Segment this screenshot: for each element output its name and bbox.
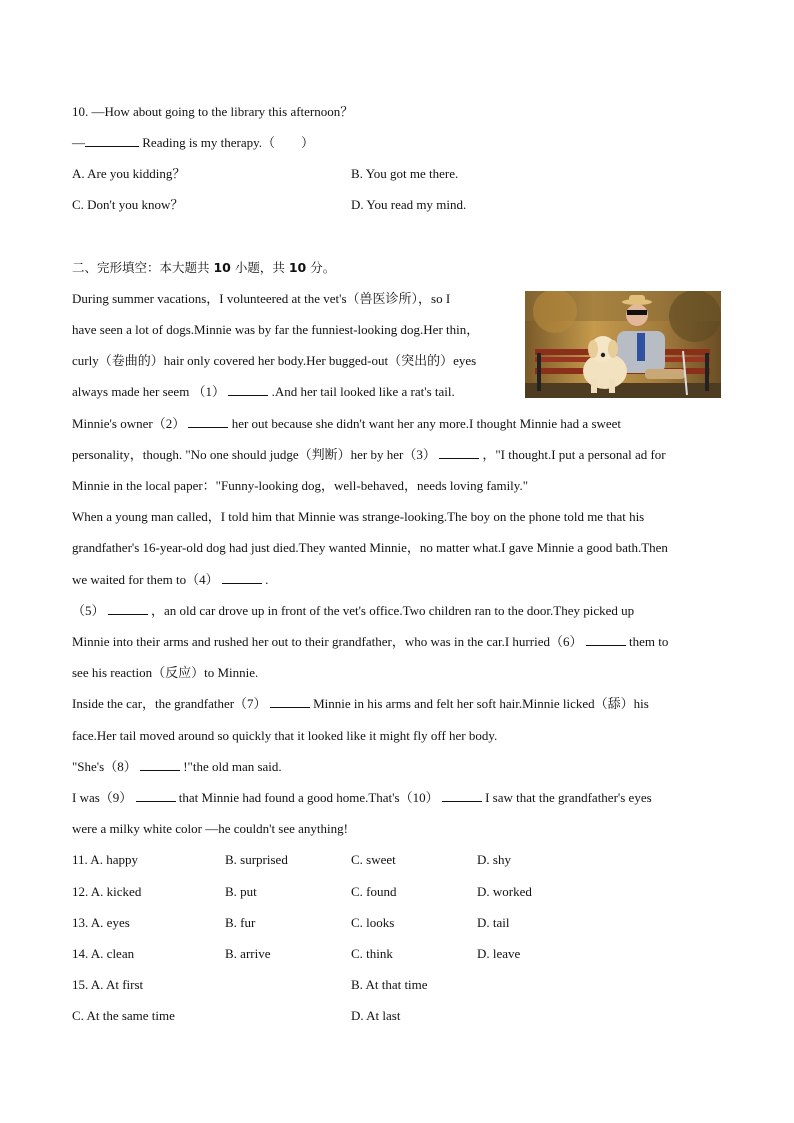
blank-8	[140, 758, 180, 771]
passage-text: .And her tail looked like a rat's tail.	[271, 384, 455, 399]
q11-option-c: C. sweet	[351, 852, 396, 867]
passage-text: （5）	[72, 603, 105, 618]
passage-line: During summer vacations，I volunteered at the vet's（兽医诊所），so I	[72, 291, 451, 306]
option-b: B. You got me there.	[351, 166, 459, 181]
q12-option-c: C. found	[351, 884, 397, 899]
blank-7	[270, 695, 310, 708]
q12-option-a: 12. A. kicked	[72, 884, 142, 899]
option-c: C. Don't you know？	[72, 197, 184, 212]
passage-line: curly（卷曲的）hair only covered her body.Her bugged-out（突出的）eyes	[72, 353, 477, 368]
option-a: A. Are you kidding？	[72, 166, 186, 181]
section-title-part: 小题，共	[230, 260, 289, 275]
q15-option-b: B. At that time	[351, 977, 428, 992]
photo-man-with-dog	[525, 291, 721, 398]
passage-line: face.Her tail moved around so quickly that it looked like it might fly off her body.	[72, 728, 498, 743]
blank-4	[222, 571, 262, 584]
passage-line: grandfather's 16-year-old dog had just died.They wanted Minnie，no matter what.I gave Minnie a good bath.Then	[72, 540, 668, 555]
passage-line	[72, 415, 621, 433]
q14-option-d: D. leave	[477, 946, 521, 961]
q13-option-c: C. looks	[351, 915, 395, 930]
passage-line	[72, 633, 668, 651]
passage-text: we waited for them to（4）	[72, 572, 219, 587]
passage-line	[72, 789, 652, 807]
q15-option-c: C. At the same time	[72, 1008, 175, 1023]
q11-option-a: 11. A. happy	[72, 852, 138, 867]
question-10-text: Reading is my therapy.（ ）	[139, 135, 314, 150]
q11-option-d: D. shy	[477, 852, 511, 867]
passage-text: them to	[628, 634, 669, 649]
q11-option-b: B. surprised	[225, 852, 288, 867]
passage-text: ，"I thought.I put a personal ad for	[482, 447, 666, 462]
passage-text: I was（9）	[72, 790, 133, 805]
blank-2	[188, 415, 228, 428]
q15-option-d: D. At last	[351, 1008, 401, 1023]
option-d: D. You read my mind.	[351, 197, 467, 212]
q14-option-c: C. think	[351, 946, 393, 961]
q13-option-a: 13. A. eyes	[72, 915, 130, 930]
passage-text: "She's（8）	[72, 759, 137, 774]
section-title-part: 二、完形填空：本大题共	[72, 260, 214, 275]
blank-6	[586, 633, 626, 646]
passage-line: were a milky white color —he couldn't see anything!	[72, 821, 348, 836]
q12-option-d: D. worked	[477, 884, 532, 899]
passage-line	[72, 571, 268, 589]
passage-line: see his reaction（反应）to Minnie.	[72, 665, 259, 680]
passage-text: Inside the car，the grandfather（7）	[72, 696, 267, 711]
blank-3	[439, 446, 479, 459]
answer-blank	[85, 134, 139, 147]
passage-text: ，an old car drove up in front of the vet's office.Two children ran to the door.They picked up	[151, 603, 635, 618]
dash: —	[72, 135, 85, 150]
passage-text: I saw that the grandfather's eyes	[485, 790, 652, 805]
passage-text: personality，though. "No one should judge（判断）her by her（3）	[72, 447, 436, 462]
blank-5	[108, 602, 148, 615]
passage-line	[72, 446, 666, 464]
passage-text: !"the old man said.	[183, 759, 282, 774]
passage-line: Minnie in the local paper："Funny-looking dog，well-behaved，needs loving family."	[72, 478, 529, 493]
q13-option-b: B. fur	[225, 915, 256, 930]
section-title-part: 分。	[306, 260, 336, 275]
passage-text: .	[265, 572, 269, 587]
question-10-stem: 10. —How about going to the library this afternoon？	[72, 104, 354, 119]
question-10-line2	[72, 134, 314, 152]
q14-option-b: B. arrive	[225, 946, 271, 961]
passage-text: Minnie in his arms and felt her soft hair.Minnie licked（舔）his	[313, 696, 649, 711]
passage-text: always made her seem （1）	[72, 384, 226, 399]
passage-line: have seen a lot of dogs.Minnie was by far the funniest-looking dog.Her thin，	[72, 322, 480, 337]
blank-1	[228, 383, 268, 396]
passage-line: When a young man called，I told him that Minnie was strange-looking.The boy on the phone told me that his	[72, 509, 645, 524]
section-count: 10	[213, 260, 231, 275]
passage-text: that Minnie had found a good home.That's（10）	[178, 790, 439, 805]
passage-line	[72, 602, 634, 620]
passage-text: Minnie's owner（2）	[72, 416, 186, 431]
blank-10	[442, 789, 482, 802]
section-title	[72, 259, 335, 277]
q14-option-a: 14. A. clean	[72, 946, 135, 961]
q13-option-d: D. tail	[477, 915, 510, 930]
passage-line	[72, 758, 282, 776]
section-score: 10	[288, 260, 307, 275]
passage-text: Minnie into their arms and rushed her out to their grandfather，who was in the car.I hurried（6）	[72, 634, 583, 649]
q15-option-a: 15. A. At first	[72, 977, 144, 992]
passage-text: her out because she didn't want her any more.I thought Minnie had a sweet	[231, 416, 622, 431]
passage-line	[72, 695, 649, 713]
blank-9	[136, 789, 176, 802]
passage-line	[72, 383, 455, 401]
q12-option-b: B. put	[225, 884, 257, 899]
photo-illustration	[525, 291, 721, 398]
